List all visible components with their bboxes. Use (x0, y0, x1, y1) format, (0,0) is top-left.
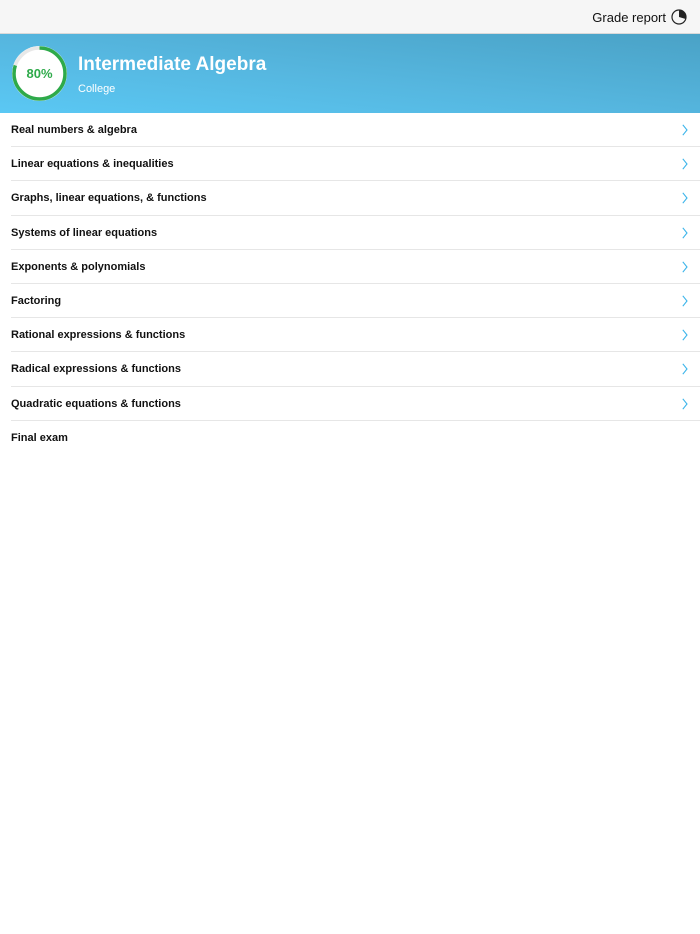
chapter-label: Rational expressions & functions (11, 329, 186, 342)
chapter-label: Final exam (11, 431, 68, 444)
chapter-label: Quadratic equations & functions (11, 397, 181, 410)
chapter-label: Systems of linear equations (11, 226, 158, 239)
chevron-right-icon (682, 192, 688, 204)
progress-ring (11, 45, 68, 102)
grade-report-label: Grade report (592, 9, 666, 25)
chapter-row-factoring[interactable] (0, 284, 700, 318)
chapter-label: Exponents & polynomials (11, 260, 146, 273)
chevron-right-icon (682, 227, 688, 239)
chapter-row-real-numbers[interactable] (0, 113, 700, 147)
chapter-row-rational[interactable] (0, 318, 700, 352)
course-level: College (78, 83, 116, 95)
chapter-label: Factoring (11, 295, 62, 308)
chevron-right-icon (682, 295, 688, 307)
chapter-row-quadratic[interactable] (0, 387, 700, 421)
chapter-list (0, 113, 700, 455)
chapter-row-graphs[interactable] (0, 181, 700, 215)
chapter-row-linear-equations[interactable] (0, 147, 700, 181)
chapter-row-final-exam[interactable] (0, 421, 700, 455)
chevron-right-icon (682, 329, 688, 341)
progress-percent: 80% (26, 66, 53, 81)
chevron-right-icon (682, 124, 688, 136)
chevron-right-icon (682, 398, 688, 410)
grade-report-button[interactable] (592, 7, 687, 27)
chapter-row-radical[interactable] (0, 352, 700, 386)
chapter-label: Linear equations & inequalities (11, 158, 174, 171)
chevron-right-icon (682, 158, 688, 170)
chapter-row-systems[interactable] (0, 216, 700, 250)
chapter-label: Radical expressions & functions (11, 363, 181, 376)
chevron-right-icon (682, 261, 688, 273)
chapter-row-exponents[interactable] (0, 250, 700, 284)
course-title: Intermediate Algebra (78, 54, 267, 75)
chapter-label: Graphs, linear equations, & functions (11, 192, 207, 205)
chapter-label: Real numbers & algebra (11, 124, 137, 137)
chevron-right-icon (682, 363, 688, 375)
top-navigation-bar (0, 0, 700, 34)
pie-chart-icon (671, 9, 687, 25)
course-header (0, 34, 700, 113)
